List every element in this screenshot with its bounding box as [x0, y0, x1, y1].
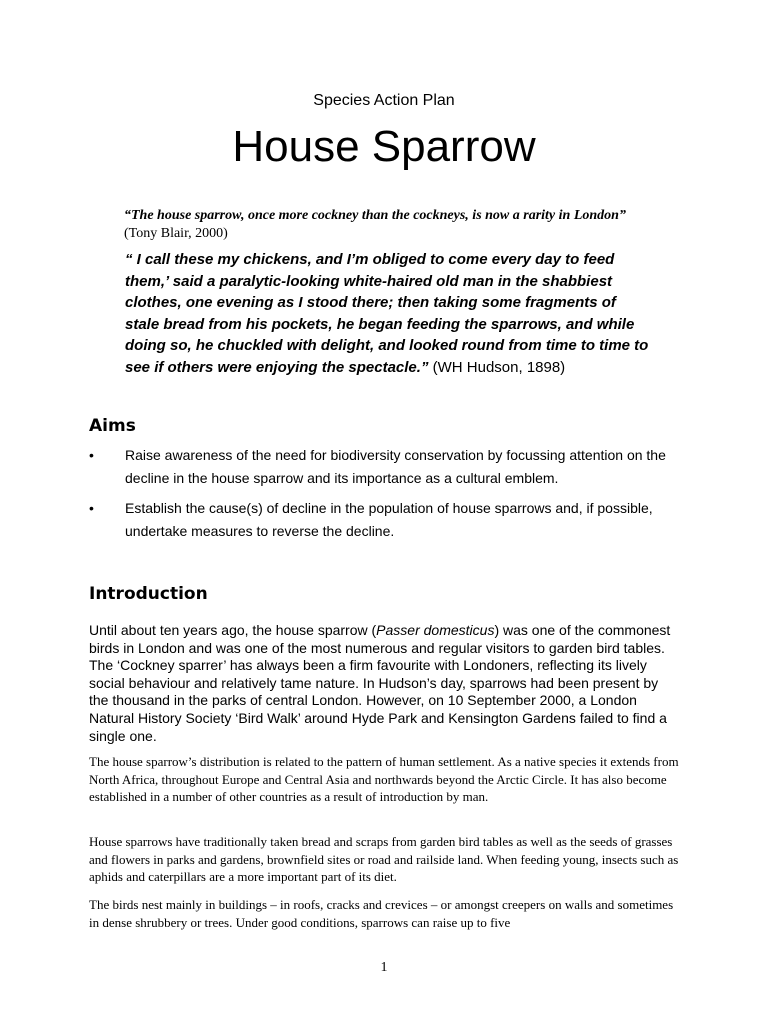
document-subtitle: Species Action Plan — [313, 92, 455, 109]
introduction-heading: Introduction — [89, 584, 208, 604]
species-latin-name: Passer domesticus — [376, 622, 495, 638]
blair-quote — [124, 207, 644, 243]
aims-list-item — [89, 444, 679, 490]
intro-paragraph-1 — [89, 622, 679, 745]
intro-paragraph-2: The house sparrow’s distribution is related to the pattern of human settlement. As a native species it extends from North Africa, throughout Europe and Central Asia and northwards beyond the Arctic Circle. It has also become established in a number of other countries as a result of introduction by man. — [89, 754, 679, 804]
para1-text-before: Until about ten years ago, the house sparrow ( — [89, 622, 377, 638]
aims-heading: Aims — [89, 416, 136, 436]
intro-paragraph-3: House sparrows have traditionally taken bread and scraps from garden bird tables as well as the seeds of grasses and flowers in parks and gardens, brownfield sites or road and railside land. When feeding young, insects such as aphids and caterpillars are a more important part of its diet. — [89, 834, 679, 884]
bullet-icon: • — [89, 500, 94, 516]
blair-quote-text: “The house sparrow, once more cockney than the cockneys, is now a rarity in London” — [124, 208, 626, 223]
hudson-quote-attribution: (WH Hudson, 1898) — [432, 358, 566, 376]
intro-paragraph-4: The birds nest mainly in buildings – in roofs, cracks and crevices – or amongst creepers on walls and sometimes in dense shrubbery or trees. Under good conditions, sparrows can raise up to five — [89, 897, 674, 930]
page-number: 1 — [380, 960, 388, 975]
aims-item-text: Establish the cause(s) of decline in the population of house sparrows and, if possible, undertake measures to reverse the decline. — [125, 500, 653, 539]
bullet-icon: • — [89, 447, 94, 463]
blair-quote-attribution: (Tony Blair, 2000) — [124, 226, 228, 241]
document-title: House Sparrow — [232, 122, 536, 171]
para1-text-after: ) was one of the commonest birds in London and was one of the most numerous and regular visitors to garden bird tables. The ‘Cockney sparrer’ has always been a firm favourite with Londoners, reflecting its lively social behaviour and relatively tame nature. In Hudson’s day, sparrows had been present by the thousand in the parks of central London. However, on 10 September 2000, a London Natural History Society ‘Bird Walk’ around Hyde Park and Kensington Gardens failed to find a single one. — [89, 622, 671, 744]
hudson-quote — [125, 249, 650, 379]
aims-list-item — [89, 497, 679, 543]
aims-item-text: Raise awareness of the need for biodiversity conservation by focussing attention on the decline in the house sparrow and its importance as a cultural emblem. — [125, 447, 666, 486]
hudson-quote-text: “ I call these my chickens, and I’m obliged to come every day to feed them,’ said a paralytic-looking white-haired old man in the shabbiest clothes, one evening as I stood there; then taking some fragments of stale bread from his pockets, he began feeding the sparrows, and while doing so, he chuckled with delight, and looked round from time to time to see if others were enjoying the spectacle.” — [125, 251, 649, 376]
